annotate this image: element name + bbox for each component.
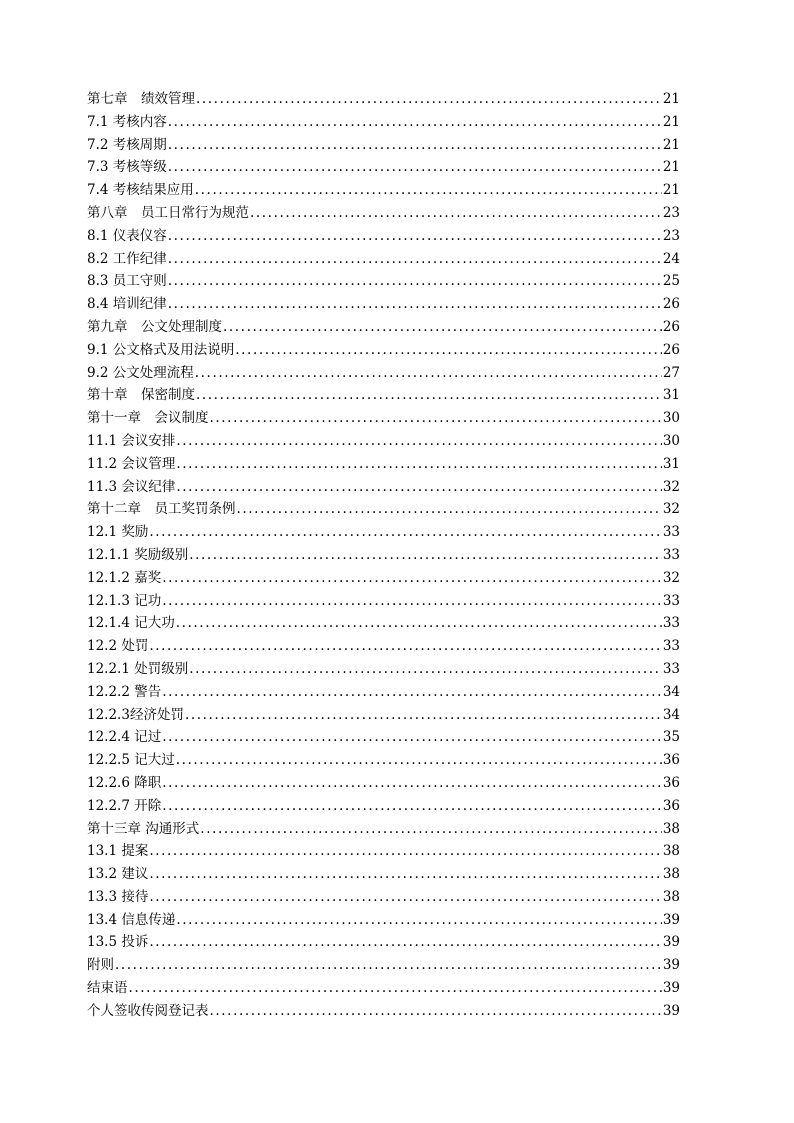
toc-dot-leader bbox=[168, 248, 662, 271]
toc-entry-title: 7.4 考核结果应用 bbox=[87, 182, 194, 199]
toc-dot-leader bbox=[176, 430, 661, 453]
toc-entry-page-number: 21 bbox=[662, 136, 680, 153]
toc-dot-leader bbox=[115, 954, 662, 977]
toc-entry-title: 9.2 公文处理流程 bbox=[87, 364, 194, 381]
toc-entry-title: 12.1 奖励 bbox=[87, 524, 149, 541]
toc-entry[interactable] bbox=[87, 362, 680, 385]
toc-entry-title: 第八章 员工日常行为规范 bbox=[87, 204, 249, 221]
toc-entry-page-number: 32 bbox=[662, 569, 680, 586]
toc-entry-title: 第九章 公文处理制度 bbox=[87, 318, 222, 335]
toc-entry[interactable] bbox=[87, 840, 680, 863]
toc-dot-leader bbox=[162, 772, 662, 795]
toc-entry[interactable] bbox=[87, 544, 680, 567]
toc-entry-page-number: 21 bbox=[662, 159, 680, 176]
toc-dot-leader bbox=[196, 88, 662, 111]
toc-dot-leader bbox=[168, 134, 662, 157]
toc-entry-title: 8.1 仪表仪容 bbox=[87, 227, 167, 244]
table-of-contents bbox=[87, 88, 680, 1023]
toc-dot-leader bbox=[210, 1000, 662, 1023]
toc-entry[interactable] bbox=[87, 726, 680, 749]
toc-entry-title: 7.3 考核等级 bbox=[87, 159, 167, 176]
toc-entry-title: 第七章 绩效管理 bbox=[87, 91, 195, 107]
toc-entry-page-number: 33 bbox=[662, 660, 680, 677]
toc-entry-title: 附则 bbox=[87, 957, 114, 974]
toc-entry[interactable] bbox=[87, 681, 680, 704]
toc-entry-page-number: 26 bbox=[662, 318, 680, 335]
toc-entry-page-number: 21 bbox=[662, 182, 680, 199]
toc-entry-title: 12.2.6 降职 bbox=[87, 774, 162, 791]
toc-entry-title: 第十一章 会议制度 bbox=[87, 410, 209, 427]
toc-entry-title: 12.1.3 记功 bbox=[87, 592, 162, 609]
toc-entry-title: 第十三章 沟通形式 bbox=[87, 820, 200, 837]
toc-entry-title: 12.1.1 奖励级别 bbox=[87, 546, 189, 563]
toc-dot-leader bbox=[210, 407, 662, 430]
toc-entry-page-number: 26 bbox=[662, 341, 680, 358]
toc-entry-title: 12.2.3经济处罚 bbox=[87, 706, 184, 723]
toc-dot-leader bbox=[185, 704, 662, 727]
toc-entry-title: 13.3 接待 bbox=[87, 888, 149, 905]
toc-entry-title: 8.4 培训纪律 bbox=[87, 296, 167, 313]
toc-entry[interactable] bbox=[87, 863, 680, 886]
toc-entry[interactable] bbox=[87, 909, 680, 932]
toc-entry-page-number: 36 bbox=[662, 774, 680, 791]
toc-dot-leader bbox=[162, 795, 662, 818]
toc-entry[interactable] bbox=[87, 179, 680, 202]
toc-entry-page-number: 27 bbox=[662, 364, 680, 381]
toc-entry-page-number: 23 bbox=[662, 204, 680, 221]
toc-entry[interactable] bbox=[87, 225, 680, 248]
toc-entry[interactable] bbox=[87, 612, 680, 635]
toc-dot-leader bbox=[176, 909, 661, 932]
toc-entry-title: 12.1.2 嘉奖 bbox=[87, 569, 162, 586]
toc-dot-leader bbox=[189, 658, 662, 681]
toc-entry-title: 13.1 提案 bbox=[87, 843, 149, 860]
toc-entry[interactable] bbox=[87, 384, 680, 407]
toc-entry-page-number: 21 bbox=[662, 113, 680, 130]
toc-entry-title: 13.4 信息传递 bbox=[87, 911, 176, 928]
toc-dot-leader bbox=[223, 316, 662, 339]
toc-entry[interactable] bbox=[87, 202, 680, 225]
toc-entry[interactable] bbox=[87, 248, 680, 271]
toc-entry-title: 13.2 建议 bbox=[87, 866, 149, 883]
toc-dot-leader bbox=[189, 544, 662, 567]
toc-entry-page-number: 33 bbox=[662, 592, 680, 609]
toc-dot-leader bbox=[176, 612, 662, 635]
toc-entry-title: 8.3 员工守则 bbox=[87, 273, 167, 290]
toc-entry[interactable] bbox=[87, 498, 680, 521]
toc-dot-leader bbox=[162, 726, 662, 749]
toc-entry-page-number: 23 bbox=[662, 227, 680, 244]
toc-entry-page-number: 39 bbox=[662, 957, 680, 974]
toc-entry-page-number: 32 bbox=[662, 501, 680, 518]
toc-entry[interactable] bbox=[87, 590, 680, 613]
toc-dot-leader bbox=[149, 840, 661, 863]
toc-entry-page-number: 31 bbox=[662, 455, 680, 472]
toc-dot-leader bbox=[195, 362, 662, 385]
toc-entry-page-number: 26 bbox=[662, 296, 680, 313]
toc-entry-page-number: 34 bbox=[662, 683, 680, 700]
toc-entry-page-number: 35 bbox=[662, 729, 680, 746]
toc-entry[interactable] bbox=[87, 795, 680, 818]
toc-entry-page-number: 39 bbox=[662, 934, 680, 951]
toc-dot-leader bbox=[162, 681, 662, 704]
toc-entry-title: 13.5 投诉 bbox=[87, 934, 149, 951]
toc-dot-leader bbox=[149, 886, 661, 909]
toc-entry[interactable] bbox=[87, 749, 680, 772]
toc-entry-title: 12.2.2 警告 bbox=[87, 683, 162, 700]
toc-dot-leader bbox=[168, 270, 662, 293]
toc-entry-page-number: 38 bbox=[662, 820, 680, 837]
toc-entry[interactable] bbox=[87, 567, 680, 590]
toc-entry[interactable] bbox=[87, 339, 680, 362]
toc-entry-page-number: 25 bbox=[662, 273, 680, 290]
toc-entry-page-number: 39 bbox=[662, 980, 680, 997]
toc-dot-leader bbox=[168, 111, 662, 134]
toc-entry[interactable] bbox=[87, 635, 680, 658]
toc-entry-title: 12.2.7 开除 bbox=[87, 797, 162, 814]
toc-entry-title: 12.2.5 记大过 bbox=[87, 752, 175, 769]
toc-entry-page-number: 38 bbox=[662, 843, 680, 860]
toc-dot-leader bbox=[176, 749, 662, 772]
toc-entry-page-number: 24 bbox=[662, 250, 680, 267]
toc-dot-leader bbox=[235, 339, 662, 362]
toc-entry-page-number: 21 bbox=[662, 91, 680, 107]
toc-dot-leader bbox=[196, 384, 662, 407]
toc-entry-page-number: 38 bbox=[662, 866, 680, 883]
toc-entry[interactable] bbox=[87, 407, 680, 430]
toc-entry[interactable] bbox=[87, 270, 680, 293]
toc-entry-title: 12.2.1 处罚级别 bbox=[87, 660, 189, 677]
toc-entry[interactable] bbox=[87, 316, 680, 339]
toc-entry-title: 7.2 考核周期 bbox=[87, 136, 167, 153]
toc-entry-page-number: 38 bbox=[662, 888, 680, 905]
toc-dot-leader bbox=[129, 977, 662, 1000]
toc-entry-page-number: 36 bbox=[662, 797, 680, 814]
toc-dot-leader bbox=[176, 453, 661, 476]
toc-dot-leader bbox=[149, 635, 661, 658]
toc-entry[interactable] bbox=[87, 476, 680, 499]
toc-entry[interactable] bbox=[87, 521, 680, 544]
toc-entry[interactable] bbox=[87, 134, 680, 157]
toc-entry[interactable] bbox=[87, 88, 680, 111]
toc-dot-leader bbox=[195, 179, 662, 202]
toc-entry[interactable] bbox=[87, 977, 680, 1000]
toc-dot-leader bbox=[149, 521, 661, 544]
toc-entry-title: 8.2 工作纪律 bbox=[87, 250, 167, 267]
toc-entry-page-number: 36 bbox=[662, 752, 680, 769]
toc-dot-leader bbox=[250, 202, 662, 225]
toc-entry-title: 个人签收传阅登记表 bbox=[87, 1002, 209, 1019]
toc-dot-leader bbox=[162, 567, 662, 590]
toc-entry-title: 9.1 公文格式及用法说明 bbox=[87, 341, 235, 358]
toc-entry[interactable] bbox=[87, 886, 680, 909]
toc-entry-page-number: 31 bbox=[662, 387, 680, 404]
toc-entry[interactable] bbox=[87, 704, 680, 727]
toc-entry-page-number: 32 bbox=[662, 478, 680, 495]
toc-entry-page-number: 30 bbox=[662, 432, 680, 449]
toc-entry-title: 11.1 会议安排 bbox=[87, 432, 176, 449]
toc-entry-title: 第十二章 员工奖罚条例 bbox=[87, 501, 236, 518]
toc-dot-leader bbox=[168, 293, 662, 316]
toc-entry-title: 11.2 会议管理 bbox=[87, 455, 176, 472]
toc-entry[interactable] bbox=[87, 453, 680, 476]
toc-entry-page-number: 39 bbox=[662, 1002, 680, 1019]
toc-entry[interactable] bbox=[87, 1000, 680, 1023]
toc-dot-leader bbox=[200, 818, 662, 841]
toc-entry-page-number: 33 bbox=[662, 546, 680, 563]
toc-entry[interactable] bbox=[87, 818, 680, 841]
toc-entry[interactable] bbox=[87, 293, 680, 316]
toc-dot-leader bbox=[168, 156, 662, 179]
toc-dot-leader bbox=[237, 498, 662, 521]
toc-entry[interactable] bbox=[87, 931, 680, 954]
toc-entry[interactable] bbox=[87, 658, 680, 681]
toc-entry-title: 12.2 处罚 bbox=[87, 638, 149, 655]
toc-entry-page-number: 30 bbox=[662, 410, 680, 427]
toc-entry-page-number: 33 bbox=[662, 524, 680, 541]
toc-entry-title: 12.2.4 记过 bbox=[87, 729, 162, 746]
toc-entry-title: 11.3 会议纪律 bbox=[87, 478, 176, 495]
toc-entry[interactable] bbox=[87, 156, 680, 179]
toc-entry[interactable] bbox=[87, 772, 680, 795]
toc-dot-leader bbox=[168, 225, 662, 248]
toc-entry[interactable] bbox=[87, 954, 680, 977]
toc-dot-leader bbox=[176, 476, 661, 499]
toc-entry-page-number: 33 bbox=[662, 615, 680, 632]
toc-entry-page-number: 33 bbox=[662, 638, 680, 655]
toc-entry[interactable] bbox=[87, 430, 680, 453]
toc-entry[interactable] bbox=[87, 111, 680, 134]
toc-dot-leader bbox=[149, 931, 661, 954]
toc-dot-leader bbox=[162, 590, 662, 613]
toc-entry-page-number: 34 bbox=[662, 706, 680, 723]
toc-entry-title: 第十章 保密制度 bbox=[87, 387, 195, 404]
toc-entry-title: 7.1 考核内容 bbox=[87, 113, 167, 130]
toc-dot-leader bbox=[149, 863, 661, 886]
toc-entry-page-number: 39 bbox=[662, 911, 680, 928]
toc-entry-title: 结束语 bbox=[87, 980, 128, 997]
toc-entry-title: 12.1.4 记大功 bbox=[87, 615, 175, 632]
